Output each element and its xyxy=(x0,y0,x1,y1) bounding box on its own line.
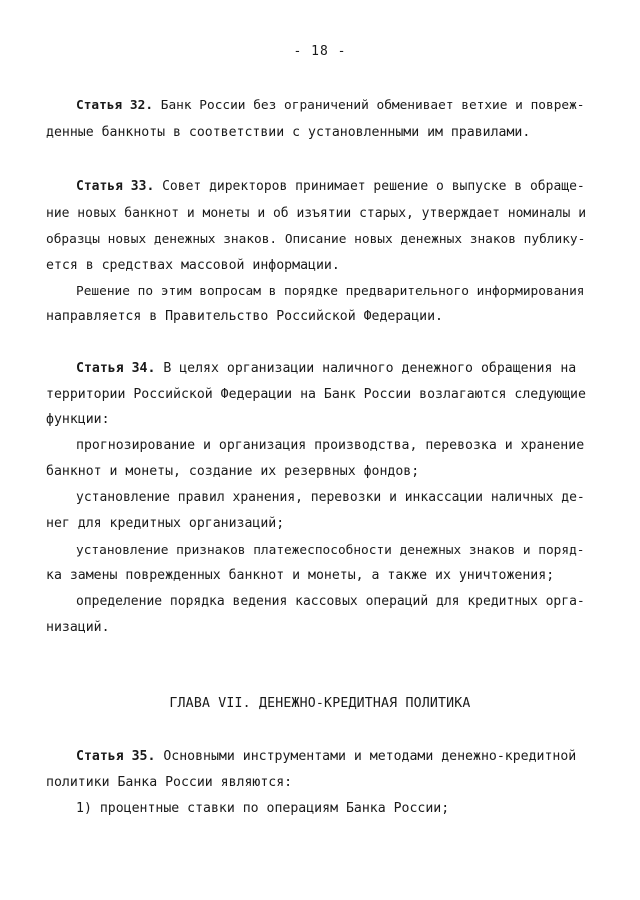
article34-text: В целях организации наличного денежного обращения на xyxy=(163,361,577,376)
chapter-title: ГЛАВА VII. ДЕНЕЖНО-КРЕДИТНАЯ ПОЛИТИКА xyxy=(169,696,471,711)
article32-heading: Статья 32. xyxy=(76,98,154,113)
article34-line3: функции: xyxy=(46,412,110,427)
article33-line2: ние новых банкнот и монеты и об изъятии старых, утверждает номиналы и xyxy=(46,206,587,221)
article34-line9: ка замены поврежденных банкнот и монеты, а также их уничтожения; xyxy=(46,568,555,583)
article35-text: Основными инструментами и методами денежно-кредитной xyxy=(163,749,577,764)
article34-line7: нег для кредитных организаций; xyxy=(46,516,285,531)
article33-heading: Статья 33. xyxy=(76,179,155,194)
page-number: - 18 - xyxy=(293,44,347,59)
article35-line1 xyxy=(76,749,586,765)
article34-line10: определение порядка ведения кассовых операций для кредитных орга- xyxy=(76,594,585,609)
article35-line2: политики Банка России являются: xyxy=(46,775,293,790)
article35-heading: Статья 35. xyxy=(76,749,156,764)
article32-text: Банк России без ограничений обменивает ветхие и повреж- xyxy=(160,98,585,113)
article34-heading: Статья 34. xyxy=(76,361,156,376)
article33-line5: Решение по этим вопросам в порядке предварительного информирования xyxy=(76,284,585,299)
article33-line1 xyxy=(76,179,586,195)
article34-line11: низаций. xyxy=(46,620,110,635)
article32-line1 xyxy=(76,98,586,114)
article33-line3: образцы новых денежных знаков. Описание новых денежных знаков публику- xyxy=(46,232,586,247)
article34-line4: прогнозирование и организация производства, перевозка и хранение xyxy=(76,438,585,453)
article34-line1 xyxy=(76,361,586,377)
article34-line2: территории Российской Федерации на Банк России возлагаются следующие xyxy=(46,387,586,402)
article33-line4: ется в средствах массовой информации. xyxy=(46,258,340,273)
article34-line5: банкнот и монеты, создание их резервных фондов; xyxy=(46,464,420,479)
article34-line8: установление признаков платежеспособности денежных знаков и поряд- xyxy=(76,543,585,558)
article32-line2: денные банкноты в соответствии с установленными им правилами. xyxy=(46,125,531,140)
article33-line6: направляется в Правительство Российской Федерации. xyxy=(46,309,443,324)
article33-text: Совет директоров принимает решение о выпуске в обраще- xyxy=(162,179,585,194)
article35-line3: 1) процентные ставки по операциям Банка России; xyxy=(76,801,450,816)
article34-line6: установление правил хранения, перевозки и инкассации наличных де- xyxy=(76,490,585,505)
